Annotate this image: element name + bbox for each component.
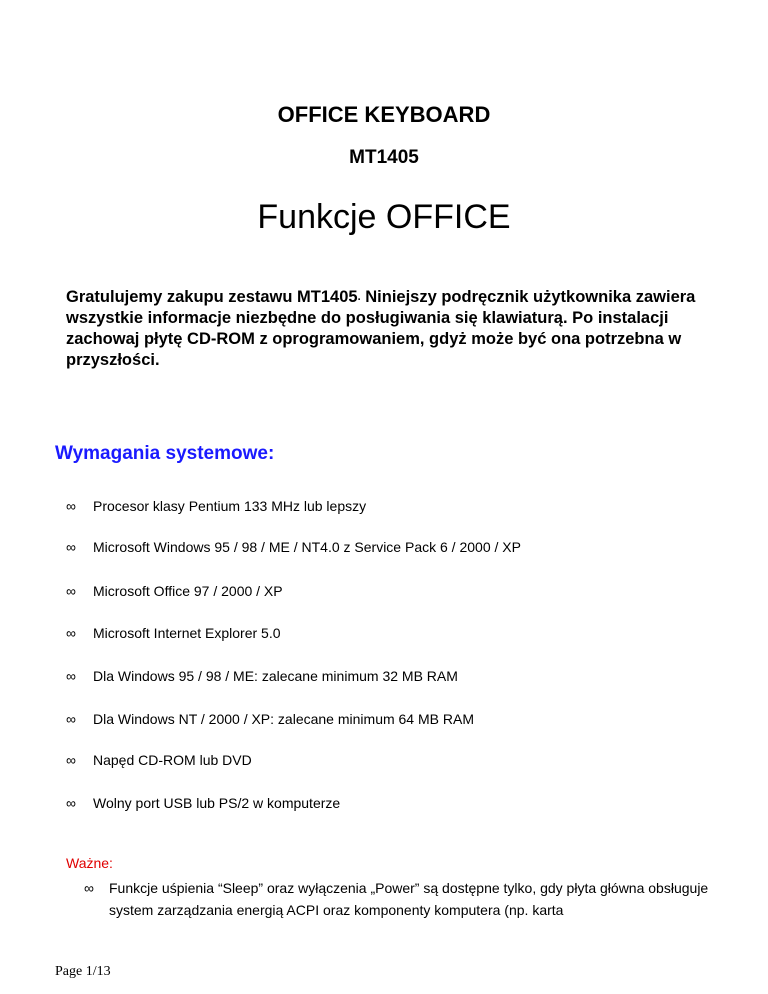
requirement-item	[66, 539, 521, 555]
bullet-icon: ∞	[84, 880, 94, 896]
intro-dot: .	[357, 291, 361, 303]
requirement-text: Wolny port USB lub PS/2 w komputerze	[93, 795, 341, 811]
bullet-icon: ∞	[66, 625, 76, 641]
important-note-text: Funkcje uśpienia “Sleep” oraz wyłączenia „Power” są dostępne tylko, gdy płyta główna obsługuje system zarządzania energią ACPI oraz komponenty komputera (np. karta	[109, 880, 709, 918]
requirement-item	[66, 711, 474, 727]
document-title: OFFICE KEYBOARD	[277, 102, 491, 127]
bullet-icon: ∞	[66, 711, 76, 727]
requirements-heading: Wymagania systemowe:	[55, 443, 275, 464]
requirement-item	[66, 752, 252, 768]
requirement-text: Dla Windows NT / 2000 / XP: zalecane minimum 64 MB RAM	[93, 711, 474, 727]
bullet-icon: ∞	[66, 539, 76, 555]
requirement-text: Procesor klasy Pentium 133 MHz lub lepszy	[93, 498, 367, 514]
intro-text-part1: Gratulujemy zakupu zestawu MT1405	[66, 288, 358, 306]
requirement-item	[66, 625, 281, 641]
bullet-icon: ∞	[66, 668, 76, 684]
requirement-item	[66, 795, 340, 811]
bullet-icon: ∞	[66, 498, 76, 514]
requirement-text: Microsoft Internet Explorer 5.0	[93, 625, 281, 641]
document-subtitle: Funkcje OFFICE	[257, 198, 511, 236]
important-label: Ważne:	[66, 855, 113, 871]
requirement-text: Microsoft Office 97 / 2000 / XP	[93, 583, 283, 599]
bullet-icon: ∞	[66, 752, 76, 768]
page-number: Page 1/13	[55, 964, 111, 979]
important-note	[84, 877, 714, 921]
bullet-icon: ∞	[66, 583, 76, 599]
requirement-item	[66, 498, 366, 514]
model-number: MT1405	[349, 147, 419, 168]
requirement-item	[66, 583, 283, 599]
intro-text-part2: Niniejszy podręcznik użytkownika zawiera wszystkie informacje niezbędne do posługiwania się klawiaturą. Po instalacji zachowaj płytę CD-ROM z oprogramowaniem, gdyż może być ona potrzebna w przyszłości.	[66, 288, 696, 369]
intro-paragraph	[66, 287, 726, 371]
requirement-text: Microsoft Windows 95 / 98 / ME / NT4.0 z Service Pack 6 / 2000 / XP	[93, 539, 521, 555]
requirement-text: Dla Windows 95 / 98 / ME: zalecane minimum 32 MB RAM	[93, 668, 458, 684]
bullet-icon: ∞	[66, 795, 76, 811]
requirement-text: Napęd CD-ROM lub DVD	[93, 752, 252, 768]
requirement-item	[66, 668, 458, 684]
